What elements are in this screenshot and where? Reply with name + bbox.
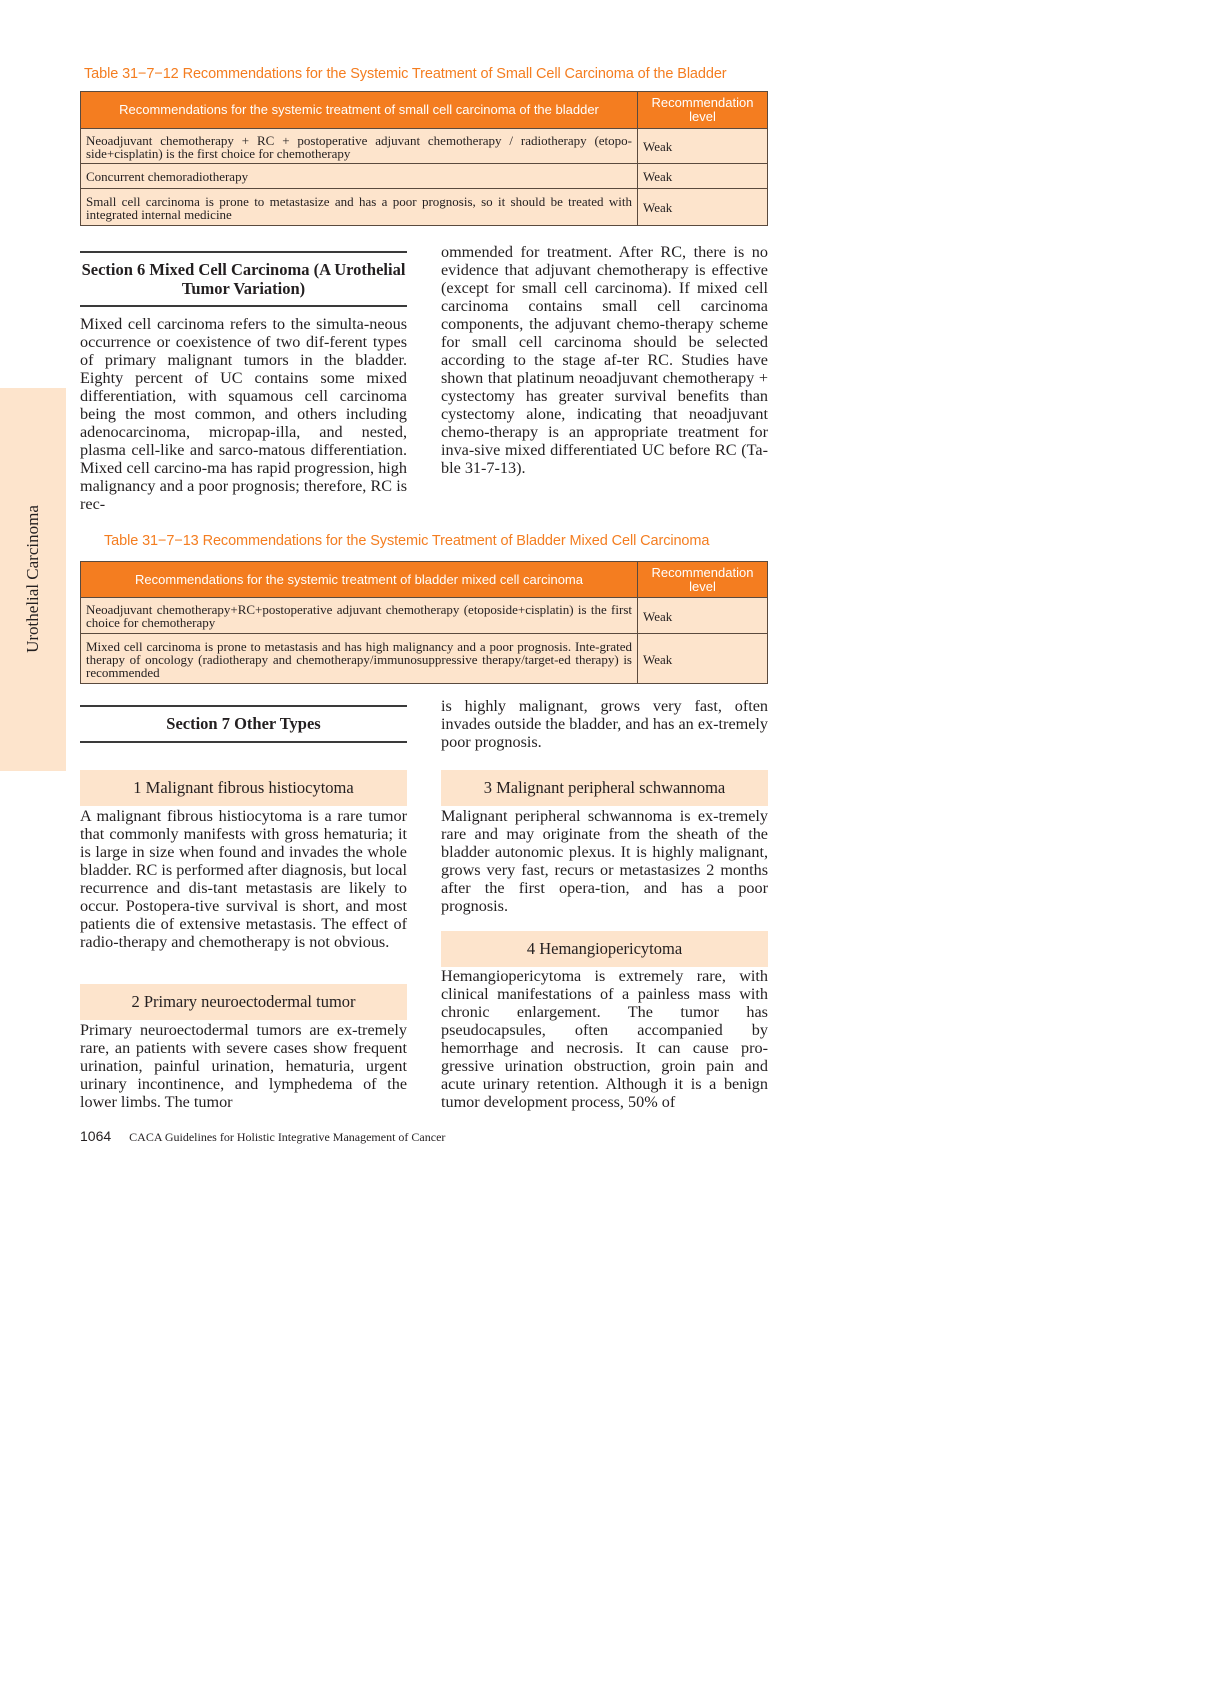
chapter-side-tab-label: Urothelial Carcinoma [23,505,42,653]
paragraph: Primary neuroectodermal tumors are ex-tremely rare, an patients with severe cases show frequent urination, painful urination, hematuria, urgent urinary incontinence, and lymphedema of the lower limbs. The tumor [80,1021,407,1111]
table-cell-recommendation: Neoadjuvant chemotherapy+RC+postoperative adjuvant chemotherapy (etoposide+cisplatin) is the first choice for chemotherapy [81,598,638,634]
table-row [81,634,768,684]
table-cell-level: Weak [638,189,768,226]
page-footer [80,1128,445,1145]
table-1-header-row [81,92,768,129]
table-cell-recommendation: Small cell carcinoma is prone to metastasize and has a poor prognosis, so it should be treated with integrated internal medicine [81,189,638,226]
paragraph: Mixed cell carcinoma refers to the simulta-neous occurrence or coexistence of two dif-ferent types of primary malignant tumors in the bladder. Eighty percent of UC contains some mixed differentiation, with squamous cell carcinoma being the most common, and others including adenocarcinoma, micropap-illa, and nested, plasma cell-like and sarco-matous differentiation. Mixed cell carcino-ma has rapid progression, high malignancy and a poor prognosis; therefore, RC is rec- [80,315,407,513]
chapter-side-tab [0,388,66,771]
table-cell-level: Weak [638,164,768,189]
table-2-header-recommendation: Recommendations for the systemic treatment of bladder mixed cell carcinoma [81,562,638,598]
table-1-header-recommendation: Recommendations for the systemic treatment of small cell carcinoma of the bladder [81,92,638,129]
paragraph: A malignant fibrous histiocytoma is a rare tumor that commonly manifests with gross hematuria; it is large in size when found and invades the whole bladder. RC is performed after diagnosis, but local recurrence and dis-tant metastasis are likely to occur. Postopera-tive survival is short, and most patients die of extensive metastasis. The effect of radio-therapy and chemotherapy is not obvious. [80,807,407,951]
table-cell-recommendation: Mixed cell carcinoma is prone to metastasis and has high malignancy and a poor prognosis. Inte-grated therapy of oncology (radiotherapy and chemotherapy/immunosuppressive therapy/target-ed therapy) is recommended [81,634,638,684]
paragraph: Hemangiopericytoma is extremely rare, with clinical manifestations of a painless mass with chronic enlargement. The tumor has pseudocapsules, often accompanied by hemorrhage and necrosis. It can cause pro-gressive urination obstruction, groin pain and acute urinary retention. Although it is a benign tumor development process, 50% of [441,967,768,1111]
subsection-3-heading: 3 Malignant peripheral schwannoma [441,770,768,806]
table-cell-level: Weak [638,634,768,684]
table-cell-recommendation: Concurrent chemoradiotherapy [81,164,638,189]
table-2-caption: Table 31−7−13 Recommendations for the Systemic Treatment of Bladder Mixed Cell Carcinoma [104,533,710,549]
section-6-body-left [80,315,407,513]
subsection-3-body [441,807,768,915]
page-number: 1064 [80,1128,112,1144]
table-2-header-row [81,562,768,598]
section-7-heading: Section 7 Other Types [80,705,407,743]
table-row [81,164,768,189]
subsection-2-body [80,1021,407,1111]
subsection-4-body [441,967,768,1111]
section-7-continuation [441,697,768,751]
paragraph: ommended for treatment. After RC, there is no evidence that adjuvant chemotherapy is effective (except for small cell carcinoma). If mixed cell carcinoma contains small cell carcinoma components, the adjuvant chemo-therapy scheme for small cell carcinoma should be selected according to the stage af-ter RC. Studies have shown that platinum neoadjuvant chemotherapy + cystectomy has greater survival benefits than cystectomy alone, indicating that neoadjuvant chemo-therapy is an appropriate treatment for inva-sive mixed differentiated UC before RC (Ta-ble 31-7-13). [441,243,768,477]
table-1-header-level: Recommendation level [638,92,768,129]
subsection-2-heading: 2 Primary neuroectodermal tumor [80,984,407,1020]
table-cell-level: Weak [638,598,768,634]
table-row [81,598,768,634]
table-2 [80,561,768,684]
paragraph: is highly malignant, grows very fast, often invades outside the bladder, and has an ex-tremely poor prognosis. [441,697,768,751]
paragraph: Malignant peripheral schwannoma is ex-tremely rare and may originate from the sheath of the bladder autonomic plexus. It is highly malignant, grows very fast, recurs or metastasizes 2 months after the first opera-tion, and has a poor prognosis. [441,807,768,915]
table-row [81,189,768,226]
section-6-body-right [441,243,768,477]
table-1-caption: Table 31−7−12 Recommendations for the Systemic Treatment of Small Cell Carcinoma of the Bladder [84,66,727,82]
book-title: CACA Guidelines for Holistic Integrative Management of Cancer [129,1130,446,1144]
subsection-1-heading: 1 Malignant fibrous histiocytoma [80,770,407,806]
table-cell-recommendation: Neoadjuvant chemotherapy + RC + postoperative adjuvant chemotherapy / radiotherapy (etopo-side+cisplatin) is the first choice for chemotherapy [81,129,638,164]
subsection-1-body [80,807,407,951]
table-1 [80,91,768,226]
table-cell-level: Weak [638,129,768,164]
subsection-4-heading: 4 Hemangiopericytoma [441,931,768,967]
section-6-heading: Section 6 Mixed Cell Carcinoma (A Urothelial Tumor Variation) [80,251,407,307]
table-row [81,129,768,164]
table-2-header-level: Recommendation level [638,562,768,598]
